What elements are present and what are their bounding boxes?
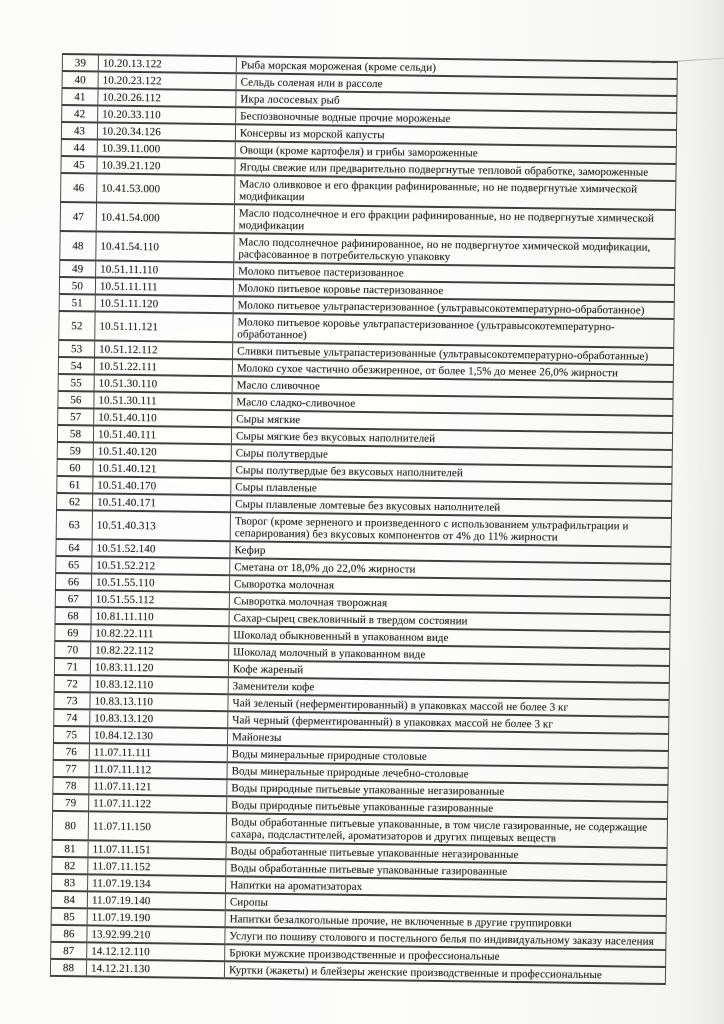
description-cell: Напитки на ароматизаторах <box>226 876 667 899</box>
row-number-cell: 55 <box>58 374 94 391</box>
row-number-cell: 64 <box>56 539 92 556</box>
description-cell: Сыворотка молочная творожная <box>229 592 670 615</box>
row-number-cell: 74 <box>54 709 90 726</box>
code-cell: 10.51.40.313 <box>92 510 230 541</box>
row-number-cell: 52 <box>59 311 95 340</box>
code-cell: 11.07.19.140 <box>87 891 225 910</box>
code-cell: 10.51.11.120 <box>95 294 233 313</box>
description-cell: Икра лососевых рыб <box>236 90 677 113</box>
row-number-cell: 86 <box>51 925 87 942</box>
description-cell: Сиропы <box>225 893 666 916</box>
row-number-cell: 76 <box>53 743 89 760</box>
row-number-cell: 65 <box>56 556 92 573</box>
code-cell: 11.07.11.112 <box>89 760 227 779</box>
code-cell: 10.84.12.130 <box>89 726 227 745</box>
description-cell: Молоко питьевое пастеризованное <box>234 262 675 285</box>
description-cell: Напитки безалкогольные прочие, не включенные в другие группировки <box>225 910 666 933</box>
description-cell: Воды природные питьевые упакованные негазированные <box>227 779 668 802</box>
code-cell: 14.12.21.130 <box>86 959 224 978</box>
description-cell: Заменители кофе <box>228 677 669 700</box>
description-cell: Сметана от 18,0% до 22,0% жирности <box>230 558 671 581</box>
description-cell: Творог (кроме зерненого и произведенного с использованием ультрафильтрации и сепарирования) без вкусовых компонентов от 4% до 11% жирности <box>230 512 671 547</box>
description-cell: Чай черный (ферментированный) в упаковках массой не более 3 кг <box>228 711 669 734</box>
code-cell: 11.07.11.122 <box>89 794 227 813</box>
row-number-cell: 78 <box>53 777 89 794</box>
code-cell: 10.51.11.111 <box>95 277 233 296</box>
code-cell: 10.51.22.111 <box>94 357 232 376</box>
code-cell: 10.51.40.120 <box>93 442 231 461</box>
description-cell: Кефир <box>230 541 671 564</box>
row-number-cell: 68 <box>55 607 91 624</box>
description-cell: Шоколад молочный в упакованном виде <box>229 643 670 666</box>
description-cell: Масло оливковое и его фракции рафинированные, но не подвергнутые химической модификации <box>235 175 676 210</box>
code-cell: 10.51.12.112 <box>95 340 233 359</box>
description-cell: Воды обработанные питьевые упакованные негазированные <box>226 842 667 865</box>
code-cell: 10.41.54.110 <box>96 231 234 262</box>
description-cell: Масло подсолнечное и его фракции рафинированные, но не подвергнутые химической модификации <box>234 204 675 239</box>
description-cell: Кофе жареный <box>228 660 669 683</box>
description-cell: Рыба морская мороженая (кроме сельди) <box>236 56 677 79</box>
description-cell: Ягоды свежие или предварительно подвергнутые тепловой обработке, замороженные <box>235 158 676 181</box>
row-number-cell: 71 <box>54 658 90 675</box>
description-cell: Майонезы <box>227 728 668 751</box>
row-number-cell: 44 <box>61 139 97 156</box>
row-number-cell: 81 <box>52 840 88 857</box>
code-cell: 10.41.53.000 <box>97 173 235 204</box>
code-cell: 10.20.33.110 <box>98 105 236 124</box>
row-number-cell: 75 <box>53 726 89 743</box>
code-cell: 10.51.55.112 <box>91 590 229 609</box>
row-number-cell: 54 <box>58 357 94 374</box>
description-cell: Воды обработанные питьевые упакованные, в том числе газированные, не содержащие сахара, подсластителей, ароматизаторов и других пищевых веществ <box>226 813 667 848</box>
scan-edge-vignette <box>678 0 724 1024</box>
description-cell: Масло подсолнечное рафинированное, но не подвергнутое химической модификации, расфасованное в потребительскую упаковку <box>234 233 675 268</box>
code-cell: 10.20.13.122 <box>98 54 236 73</box>
code-cell: 10.39.21.120 <box>97 156 235 175</box>
description-cell: Воды природные питьевые упакованные газированные <box>227 796 668 819</box>
code-cell: 10.51.30.111 <box>94 391 232 410</box>
code-cell: 10.83.13.110 <box>90 692 228 711</box>
code-cell: 11.07.11.121 <box>89 777 227 796</box>
description-cell: Воды минеральные природные лечебно-столовые <box>227 762 668 785</box>
description-cell: Консервы из морской капусты <box>235 124 676 147</box>
row-number-cell: 43 <box>61 122 97 139</box>
row-number-cell: 82 <box>52 857 88 874</box>
description-cell: Куртки (жакеты) и блейзеры женские производственные и профессиональные <box>224 961 665 984</box>
row-number-cell: 87 <box>51 942 87 959</box>
row-number-cell: 41 <box>62 88 98 105</box>
row-number-cell: 88 <box>50 959 86 976</box>
row-number-cell: 70 <box>55 641 91 658</box>
code-cell: 10.51.40.171 <box>93 493 231 512</box>
code-cell: 10.51.52.140 <box>92 539 230 558</box>
code-cell: 10.82.22.112 <box>91 641 229 660</box>
row-number-cell: 59 <box>57 442 93 459</box>
row-number-cell: 57 <box>58 408 94 425</box>
row-number-cell: 62 <box>57 493 93 510</box>
row-number-cell: 49 <box>60 260 96 277</box>
description-cell: Молоко сухое частично обезжиренное, от более 1,5% до менее 26,0% жирности <box>232 359 673 382</box>
code-cell: 11.07.11.151 <box>88 840 226 859</box>
row-number-cell: 66 <box>55 573 91 590</box>
description-cell: Шоколад обыкновенный в упакованном виде <box>229 626 670 649</box>
row-number-cell: 60 <box>57 459 93 476</box>
row-number-cell: 73 <box>54 692 90 709</box>
row-number-cell: 72 <box>54 675 90 692</box>
code-cell: 10.51.55.110 <box>91 573 229 592</box>
row-number-cell: 48 <box>60 231 96 260</box>
row-number-cell: 63 <box>56 510 92 539</box>
description-cell: Сыры мягкие <box>232 410 673 433</box>
row-number-cell: 61 <box>57 476 93 493</box>
row-number-cell: 85 <box>51 908 87 925</box>
description-cell: Сыворотка молочная <box>229 575 670 598</box>
row-number-cell: 77 <box>53 760 89 777</box>
code-cell: 11.07.11.150 <box>88 811 226 842</box>
row-number-cell: 42 <box>62 105 98 122</box>
code-cell: 13.92.99.210 <box>87 925 225 944</box>
row-number-cell: 56 <box>58 391 94 408</box>
code-cell: 11.07.19.190 <box>87 908 225 927</box>
code-cell: 10.20.34.126 <box>97 122 235 141</box>
description-cell: Сыры полутвердые без вкусовых наполнителей <box>231 461 672 484</box>
description-cell: Сыры плавленые <box>231 478 672 501</box>
description-cell: Чай зеленый (неферментированный) в упаковках массой не более 3 кг <box>228 694 669 717</box>
code-cell: 10.83.11.120 <box>90 658 228 677</box>
row-number-cell: 51 <box>59 294 95 311</box>
code-cell: 10.83.13.120 <box>90 709 228 728</box>
code-cell: 10.83.12.110 <box>90 675 228 694</box>
product-code-table <box>50 53 678 985</box>
code-cell: 10.81.11.110 <box>91 607 229 626</box>
code-cell: 11.07.11.111 <box>89 743 227 762</box>
description-cell: Беспозвоночные водные прочие мороженые <box>236 107 677 130</box>
row-number-cell: 40 <box>62 71 98 88</box>
description-cell: Сыры полутвердые <box>231 444 672 467</box>
row-number-cell: 67 <box>55 590 91 607</box>
code-cell: 10.41.54.000 <box>96 202 234 233</box>
description-cell: Молоко питьевое коровье ультрапастеризованное (ультравысокотемпературно-обработанное) <box>233 313 674 348</box>
description-cell: Овощи (кроме картофеля) и грибы замороженные <box>235 141 676 164</box>
row-number-cell: 80 <box>52 811 88 840</box>
description-cell: Услуги по пошиву столового и постельного белья по индивидуальному заказу населения <box>225 927 666 950</box>
row-number-cell: 79 <box>53 794 89 811</box>
code-cell: 10.20.23.122 <box>98 71 236 90</box>
description-cell: Воды минеральные природные столовые <box>227 745 668 768</box>
code-cell: 10.51.11.121 <box>95 311 233 342</box>
code-cell: 10.51.40.111 <box>93 425 231 444</box>
code-cell: 10.82.22.111 <box>91 624 229 643</box>
code-cell: 10.51.52.212 <box>92 556 230 575</box>
row-number-cell: 69 <box>55 624 91 641</box>
description-cell: Сыры плавленые ломтевые без вкусовых наполнителей <box>231 495 672 518</box>
row-number-cell: 83 <box>52 874 88 891</box>
code-cell: 11.07.11.152 <box>88 857 226 876</box>
description-cell: Сливки питьевые ультрапастеризованные (ультравысокотемпературно-обработанные) <box>233 342 674 365</box>
description-cell: Брюки мужские производственные и профессиональные <box>225 944 666 967</box>
description-cell: Сельдь соленая или в рассоле <box>236 73 677 96</box>
code-cell: 14.12.12.110 <box>87 942 225 961</box>
code-cell: 10.51.30.110 <box>94 374 232 393</box>
description-cell: Молоко питьевое коровье пастеризованное <box>233 279 674 302</box>
row-number-cell: 50 <box>59 277 95 294</box>
row-number-cell: 58 <box>57 425 93 442</box>
code-cell: 11.07.19.134 <box>88 874 226 893</box>
description-cell: Сахар-сырец свекловичный в твердом состоянии <box>229 609 670 632</box>
table-body <box>50 54 677 984</box>
description-cell: Масло сливочное <box>232 376 673 399</box>
code-cell: 10.51.40.121 <box>93 459 231 478</box>
code-cell: 10.39.11.000 <box>97 139 235 158</box>
row-number-cell: 46 <box>61 173 97 202</box>
description-cell: Молоко питьевое ультрапастеризованное (ультравысокотемпературно-обработанное) <box>233 296 674 319</box>
row-number-cell: 39 <box>62 54 98 71</box>
description-cell: Сыры мягкие без вкусовых наполнителей <box>231 427 672 450</box>
code-cell: 10.51.40.170 <box>93 476 231 495</box>
code-cell: 10.51.11.110 <box>96 260 234 279</box>
row-number-cell: 47 <box>60 202 96 231</box>
row-number-cell: 45 <box>61 156 97 173</box>
code-cell: 10.51.40.110 <box>94 408 232 427</box>
row-number-cell: 84 <box>51 891 87 908</box>
description-cell: Воды обработанные питьевые упакованные газированные <box>226 859 667 882</box>
code-cell: 10.20.26.112 <box>98 88 236 107</box>
row-number-cell: 53 <box>59 340 95 357</box>
description-cell: Масло сладко-сливочное <box>232 393 673 416</box>
